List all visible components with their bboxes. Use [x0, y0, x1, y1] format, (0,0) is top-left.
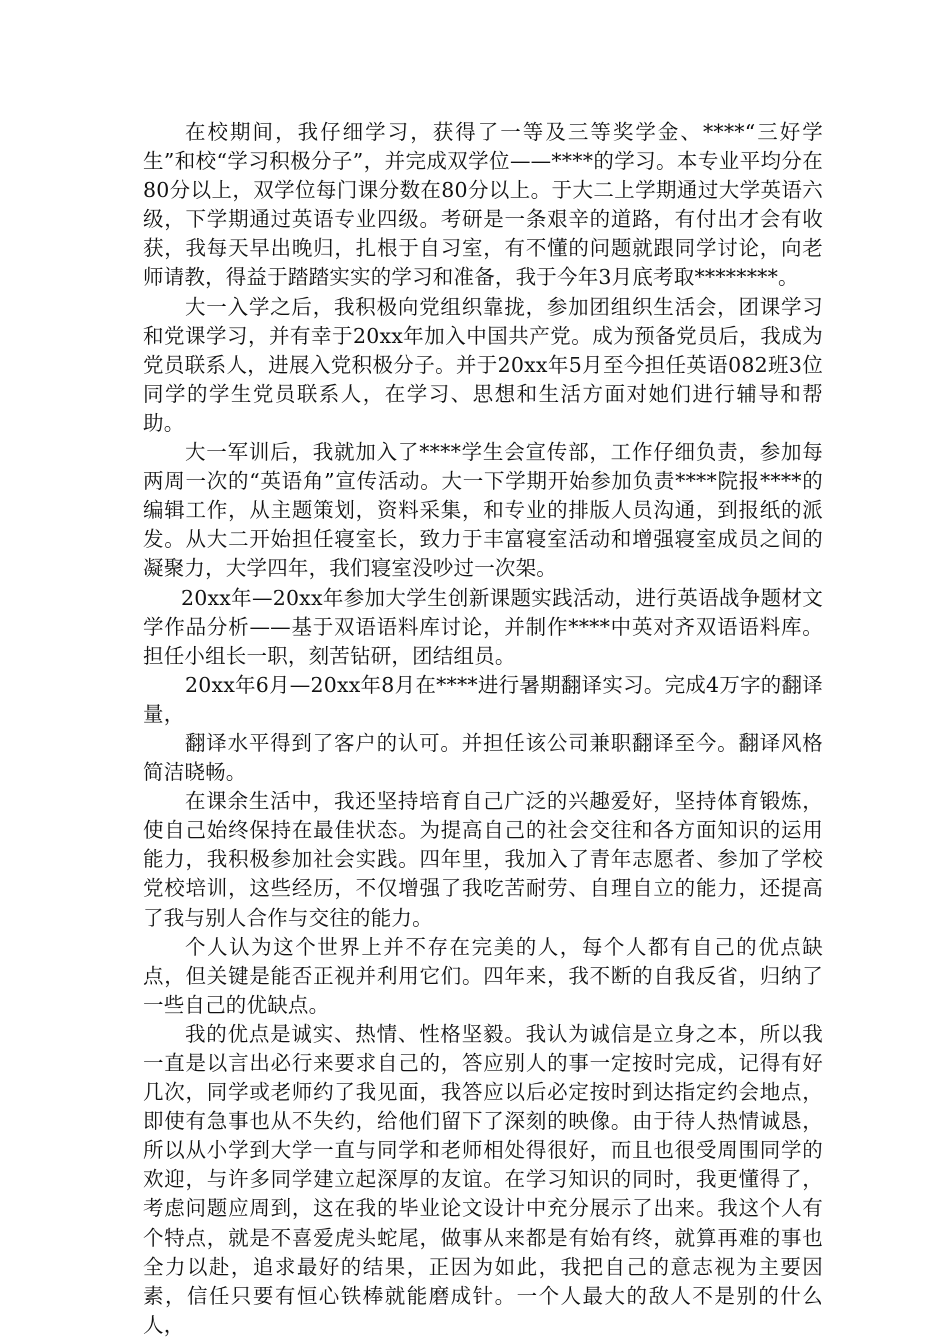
paragraph-study: 在校期间，我仔细学习，获得了一等及三等奖学金、****“三好学生”和校“学习积极分子”，并完成双学位——****的学习。本专业平均分在80分以上，双学位每门课分数在80分以上。于大二上学期通过大学英语六级，下学期通过英语专业四级。考研是一条艰辛的道路，有付出才会有收获，我每天早出晚归，扎根于自习室，有不懂的问题就跟同学讨论，向老师请教，得益于踏踏实实的学习和准备，我于今年3月底考取********。	[143, 120, 823, 290]
paragraph-translation: 翻译水平得到了客户的认可。并担任该公司兼职翻译至今。翻译风格简洁晓畅。	[143, 730, 823, 785]
paragraph-extracurricular: 在课余生活中，我还坚持培育自己广泛的兴趣爱好，坚持体育锻炼，使自己始终保持在最佳状态。为提高自己的社会交往和各方面知识的运用能力，我积极参加社会实践。四年里，我加入了青年志愿者、参加了学校党校培训，这些经历，不仅增强了我吃苦耐劳、自理自立的能力，还提高了我与别人合作与交往的能力。	[143, 789, 823, 930]
paragraph-self-reflection: 个人认为这个世界上并不存在完美的人，每个人都有自己的优点缺点，但关键是能否正视并利用它们。四年来，我不断的自我反省，归纳了一些自己的优缺点。	[143, 934, 823, 1017]
paragraph-internship: 20xx年6月—20xx年8月在****进行暑期翻译实习。完成4万字的翻译量，	[143, 672, 823, 726]
paragraph-research-project: 20xx年—20xx年参加大学生创新课题实践活动，进行英语战争题材文学作品分析——基于双语语料库讨论，并制作****中英对齐双语语料库。担任小组长一职，刻苦钻研，团结组员。	[143, 585, 823, 668]
document-body	[143, 118, 823, 1340]
paragraph-party: 大一入学之后，我积极向党组织靠拢，参加团组织生活会，团课学习和党课学习，并有幸于20xx年加入中国共产党。成为预备党员后，我成为党员联系人，进展入党积极分子。并于20xx年5月至今担任英语082班3位同学的学生党员联系人，在学习、思想和生活方面对她们进行辅导和帮助。	[143, 294, 823, 435]
paragraph-student-union: 大一军训后，我就加入了****学生会宣传部，工作仔细负责，参加每两周一次的“英语角”宣传活动。大一下学期开始参加负责****院报****的编辑工作，从主题策划，资料采集，和专业的排版人员沟通，到报纸的派发。从大二开始担任寝室长，致力于丰富寝室活动和增强寝室成员之间的凝聚力，大学四年，我们寝室没吵过一次架。	[143, 440, 823, 581]
paragraph-strengths: 我的优点是诚实、热情、性格坚毅。我认为诚信是立身之本，所以我一直是以言出必行来要求自己的，答应别人的事一定按时完成，记得有好几次，同学或老师约了我见面，我答应以后必定按时到达指定约会地点，即使有急事也从不失约，给他们留下了深刻的映像。由于待人热情诚恳，所以从小学到大学一直与同学和老师相处得很好，而且也很受周围同学的欢迎，与许多同学建立起深厚的友谊。在学习知识的同时，我更懂得了，考虑问题应周到，这在我的毕业论文设计中充分展示了出来。我这个人有个特点，就是不喜爱虎头蛇尾，做事从来都是有始有终，就算再难的事也全力以赴，追求最好的结果，正因为如此，我把自己的意志视为主要因素，信任只要有恒心铁棒就能磨成针。一个人最大的敌人不是别的什么人，	[143, 1021, 823, 1337]
